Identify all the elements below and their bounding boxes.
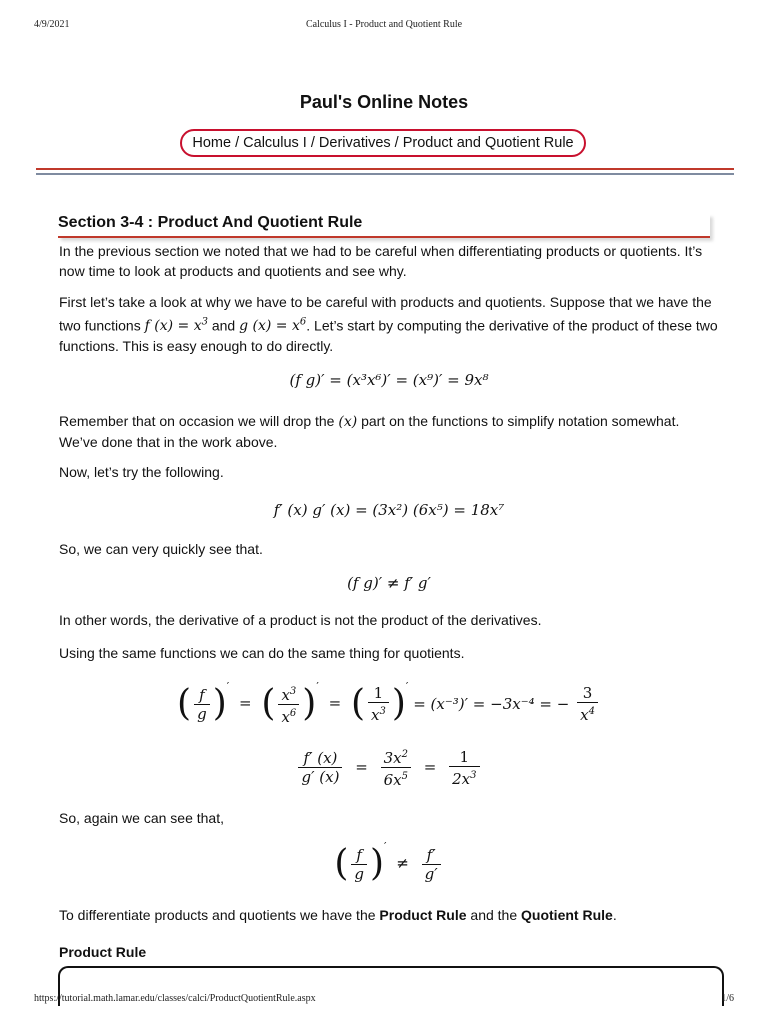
header-rule-red xyxy=(36,168,734,170)
equation-product-of-derivatives: f′ (x) g′ (x) = (3x²) (6x⁵) = 18x⁷ xyxy=(273,501,505,519)
equation-quotient-not-equal: ( $\frac{f}{g}$ )′ ≠ $\frac{f'}{g'}$ xyxy=(59,840,719,883)
paragraph-notation: Remember that on occasion we will drop the (x) part on the functions to simplify notation somewhat. We’ve done that in the work above. xyxy=(59,413,680,450)
paragraph-again-see: So, again we can see that, xyxy=(59,810,224,826)
equation-quotient-mid: = (x⁻³)′ = −3x⁻⁴ = − xyxy=(413,695,570,713)
paragraph-functions: First let’s take a look at why we have to be careful with products and quotients. Suppose that we have the two functions f $(x) = x^3$ and g $(x) = x^6$. Let’s start by computing the derivative of the product of these two functions. This is easy enough to do directly. xyxy=(59,294,718,354)
header-rule-gray xyxy=(36,173,734,175)
print-footer xyxy=(0,990,768,1006)
section-heading: Section 3-4 : Product And Quotient Rule xyxy=(58,214,710,238)
product-rule-heading: Product Rule xyxy=(59,944,147,960)
breadcrumb xyxy=(180,129,586,157)
math-f-def: f $(x) = x^3$ xyxy=(144,316,208,335)
paragraph-quotients: Using the same functions we can do the same thing for quotients. xyxy=(59,645,465,661)
product-rule-bold: Product Rule xyxy=(379,907,467,923)
equation-product-derivative: (f g)′ = (x³x⁶)′ = (x⁹)′ = 9x⁸ xyxy=(289,371,489,389)
math-g-def: g $(x) = x^6$ xyxy=(239,316,307,335)
paragraph-try-following: Now, let’s try the following. xyxy=(59,464,224,480)
equation-quotient-derivative: ( $\frac{f}{g}$ )′ = ( $\frac{x^3}{x^6}$ )′ = ( $\frac{1}{x^3}$ )′ = (x⁻³)′ = −3x⁻⁴ = − $\frac{3}{x^4}$ xyxy=(59,680,719,726)
equation-product-not-equal: (f g)′ ≠ f′ g′ xyxy=(347,574,431,592)
math-x: (x) xyxy=(338,414,358,430)
site-title[interactable]: Paul's Online Notes xyxy=(299,92,469,112)
paragraph-rules-intro: To differentiate products and quotients we have the Product Rule and the Quotient Rule. xyxy=(59,907,617,923)
print-page-number: 1/6 xyxy=(721,993,734,1004)
breadcrumb-current[interactable]: Product and Quotient Rule xyxy=(402,135,574,151)
print-date: 4/9/2021 xyxy=(34,19,70,30)
print-doc-title: Calculus I - Product and Quotient Rule xyxy=(305,19,463,30)
paragraph-see-that: So, we can very quickly see that. xyxy=(59,541,263,557)
breadcrumb-home[interactable]: Home xyxy=(192,135,232,151)
print-header xyxy=(0,16,768,32)
paragraph-intro: In the previous section we noted that we had to be careful when differentiating products or quotients. It’s now time to look at products and quotients and see why. xyxy=(59,243,703,279)
paragraph-in-other-words: In other words, the derivative of a product is not the product of the derivatives. xyxy=(59,612,542,628)
breadcrumb-sep: / xyxy=(390,135,403,151)
quotient-rule-bold: Quotient Rule xyxy=(521,907,613,923)
breadcrumb-calculus-i[interactable]: Calculus I xyxy=(243,135,307,151)
print-url[interactable]: https://tutorial.math.lamar.edu/classes/calci/ProductQuotientRule.aspx xyxy=(34,993,316,1004)
breadcrumb-sep: / xyxy=(231,135,244,151)
equation-quotient-of-derivatives: $\frac{f' (x)}{g' (x)}$ = $\frac{3x^2}{6x^5}$ = $\frac{1}{2x^3}$ xyxy=(59,746,719,789)
breadcrumb-derivatives[interactable]: Derivatives xyxy=(318,135,391,151)
breadcrumb-sep: / xyxy=(306,135,319,151)
